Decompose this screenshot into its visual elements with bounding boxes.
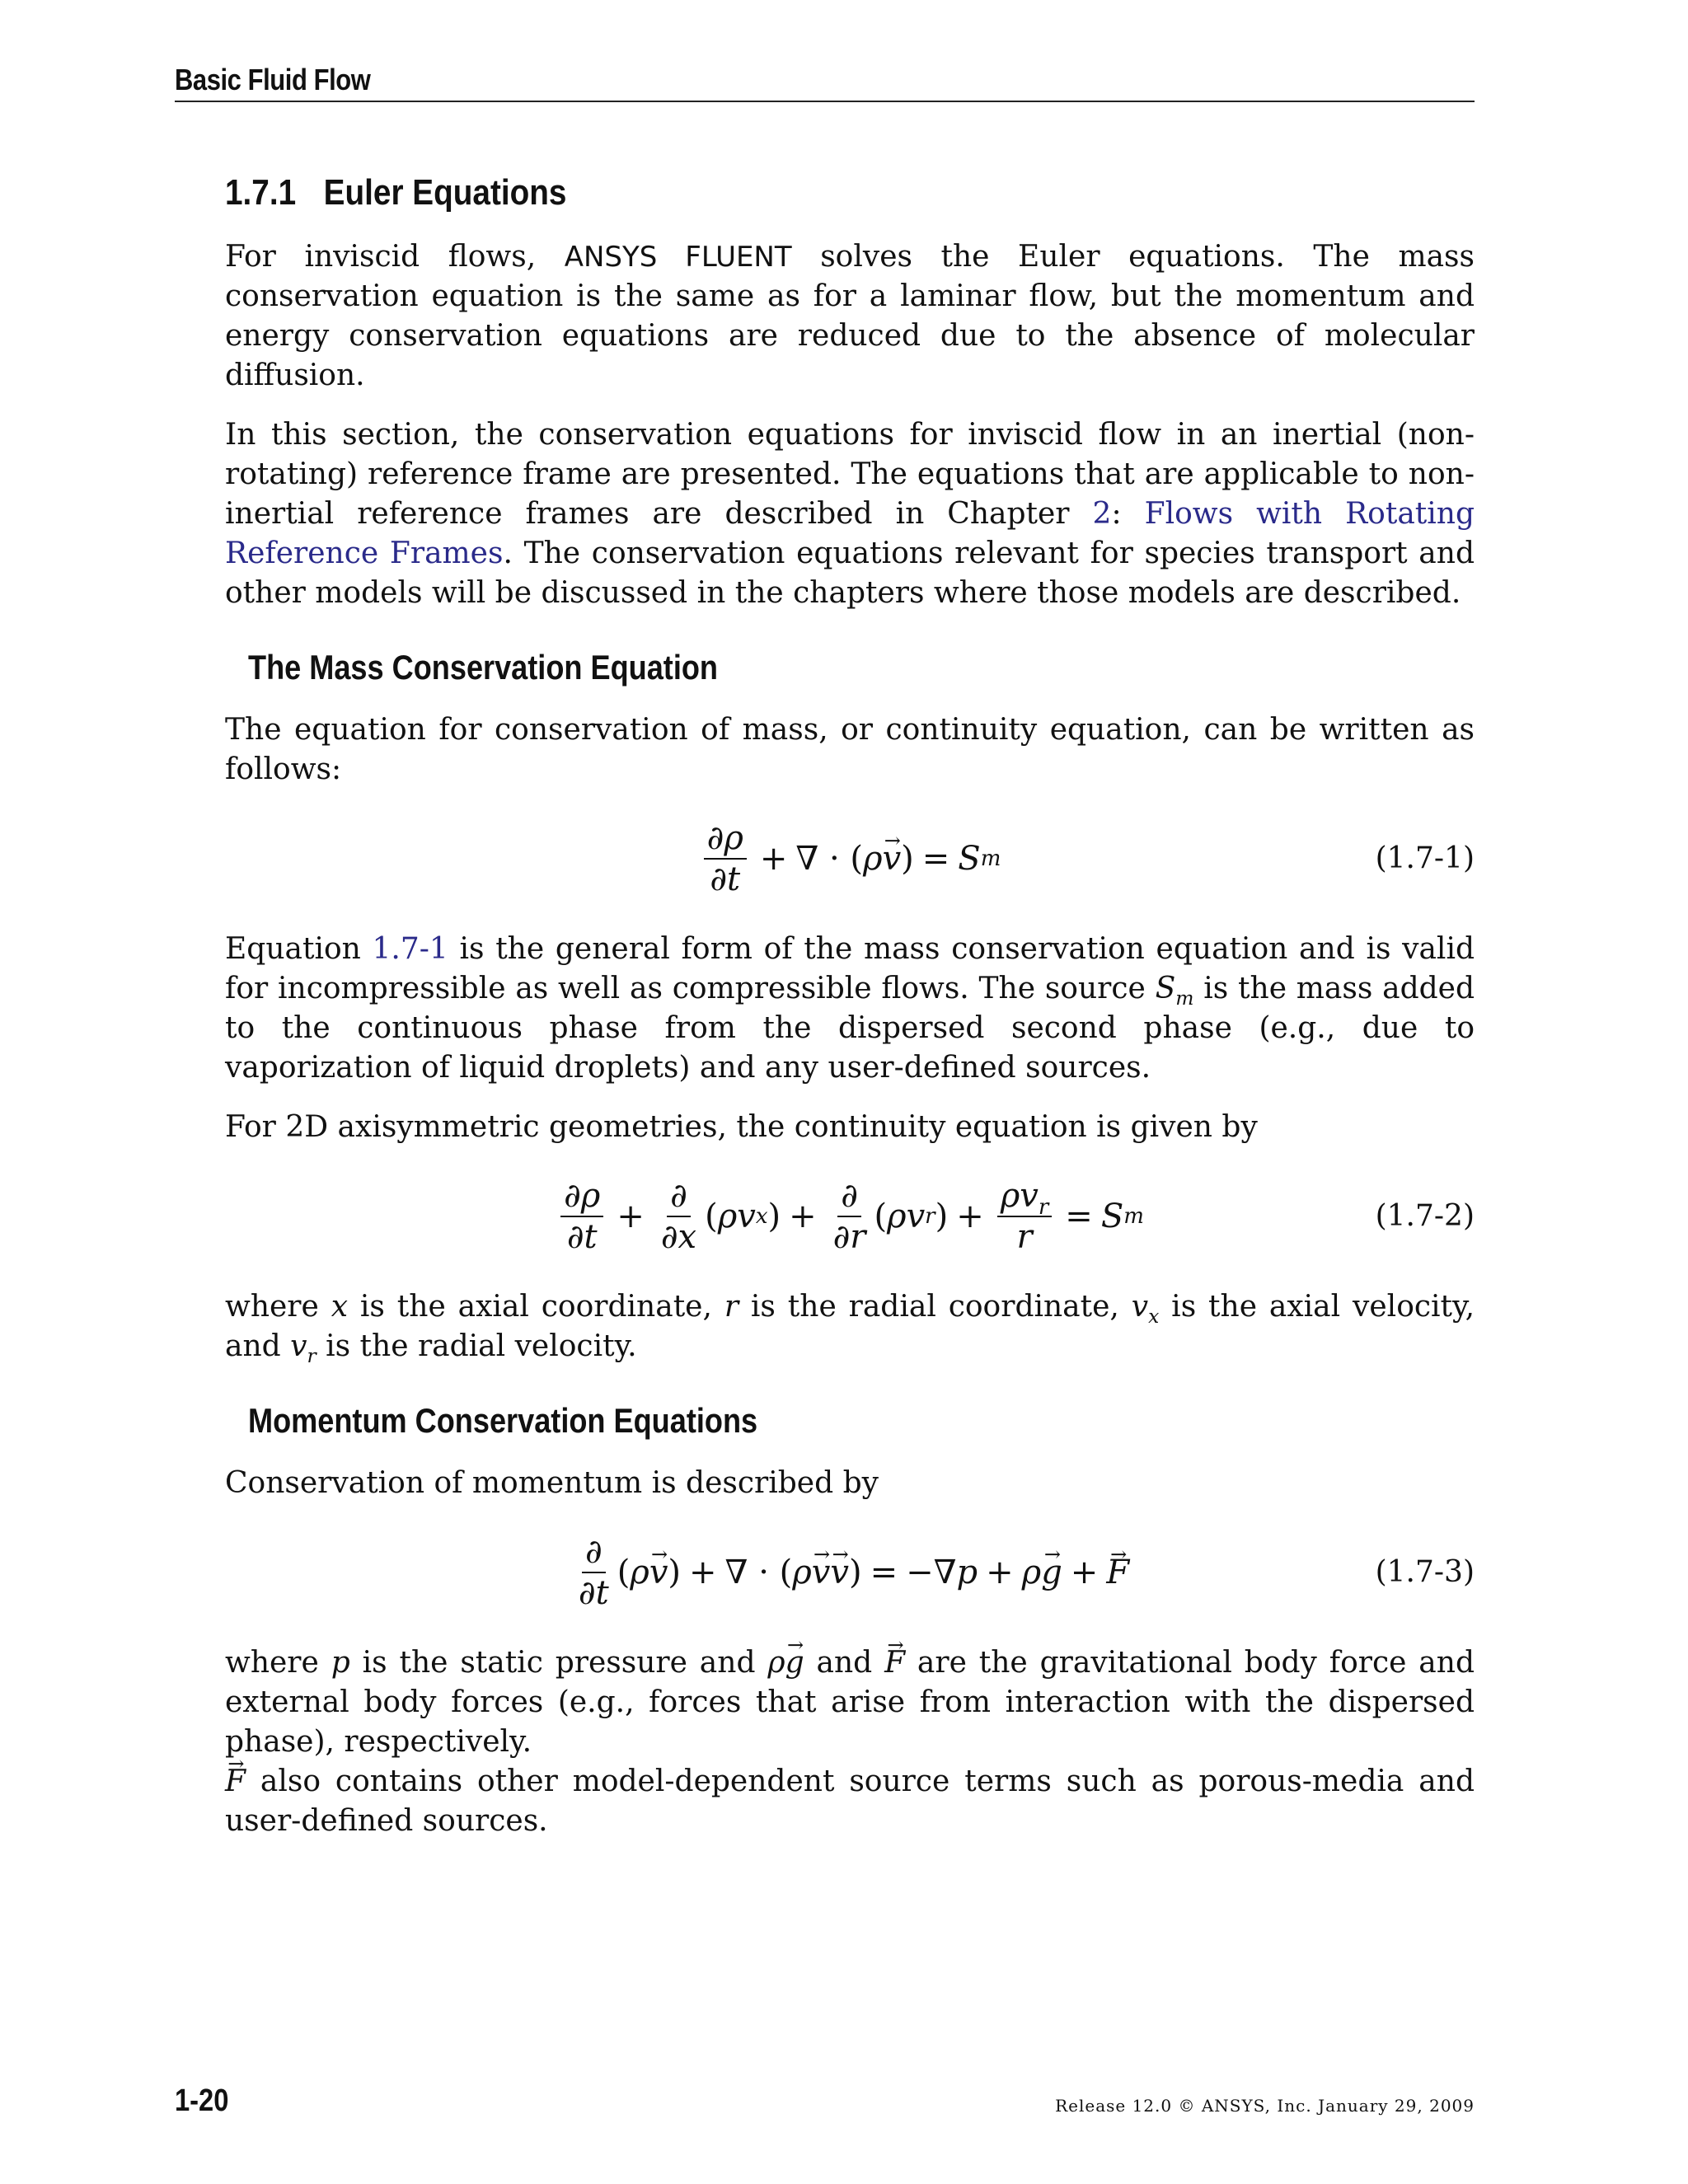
- equation-1-7-2: [225, 1167, 1475, 1266]
- equation-body: $\frac{\partial\rho}{\partial t}$ + ∇ · ( ρ → v ) = S m: [225, 809, 1475, 908]
- page-content: [225, 165, 1475, 1861]
- momentum-heading: Momentum Conservation Equations: [248, 1401, 758, 1440]
- mass-text: Equation: [225, 932, 373, 966]
- momentum-text: and: [804, 1646, 885, 1680]
- equation-number: (1.7-1): [1375, 841, 1475, 875]
- mass-text: is the mass added to the continuous phase from the dispersed second phase (e.g., due to vaporization of liquid droplets) and any user-defined sources.: [225, 972, 1475, 1085]
- release-info: Release 12.0 © ANSYS, Inc. January 29, 2009: [1055, 2096, 1475, 2116]
- fraction: $\frac{\partial\rho}{\partial t}$: [560, 1178, 603, 1255]
- momentum-paragraph-1: Conservation of momentum is described by: [225, 1466, 879, 1500]
- product-name: ANSYS FLUENT: [564, 241, 792, 274]
- fraction: $\frac{\partial}{\partial t}$: [578, 1533, 609, 1612]
- equation-1-7-3: [225, 1523, 1475, 1622]
- equation-body: $\frac{\partial}{\partial t}$ ( ρ → v ) + ∇ · ( ρ → v → v ) = −∇ p + ρ → g + → F: [225, 1523, 1475, 1622]
- intro-text: In this section, the conservation equations for inviscid flow in an inertial (non-rotating) reference frame are presented. The equations that are applicable to non-inertial reference frames are described in Chapter: [225, 418, 1475, 531]
- equation-reference-link[interactable]: 1.7-1: [372, 932, 448, 966]
- mass-paragraph-3: For 2D axisymmetric geometries, the continuity equation is given by: [225, 1110, 1258, 1144]
- intro-text: . The conservation equations relevant for species transport and other models will be discussed in the chapters where those models are described.: [225, 537, 1475, 610]
- intro-paragraph-1: [225, 237, 1475, 396]
- mass-text: is the radial coordinate,: [738, 1290, 1132, 1324]
- mass-text: is the axial coordinate,: [348, 1290, 724, 1324]
- chapter-number-link[interactable]: 2: [1092, 497, 1112, 531]
- mass-text: where: [225, 1290, 331, 1324]
- intro-text: solves the Euler equations. The mass conservation equation is the same as for a laminar flow, but the momentum and energy conservation equations are reduced due to the absence of molecular diffusion.: [225, 240, 1475, 392]
- momentum-paragraph-2: where p is the static pressure and ρ→ g and → F are the gravitational body force and external body forces (e.g., forces that arise from interaction with the dispersed phase), respectively. → F also contains other model-dependent source terms such as porous-media and user-defined sources.: [225, 1643, 1475, 1841]
- page-number: 1-20: [175, 2083, 229, 2118]
- mass-paragraph-4: where x is the axial coordinate, r is the radial coordinate, $v_x$ is the axial velocity, and $v_r$ is the radial velocity.: [225, 1290, 1475, 1368]
- equation-number: (1.7-3): [1375, 1555, 1475, 1589]
- section-title: Euler Equations: [323, 172, 567, 213]
- running-header: [175, 63, 1475, 102]
- section-number: 1.7.1: [225, 172, 297, 213]
- fraction: $\frac{\partial}{\partial x}$: [660, 1177, 697, 1256]
- fraction: $\frac{\rho v_r}{r}$: [997, 1178, 1053, 1255]
- momentum-text: are the gravitational body force and external body forces (e.g., forces that arise from interaction with the dispersed phase), respectively.: [225, 1646, 1475, 1759]
- section-heading: [225, 173, 1325, 213]
- fraction: $\frac{\partial}{\partial r}$: [832, 1177, 866, 1256]
- momentum-text: is the static pressure and: [349, 1646, 768, 1680]
- equation-1-7-1: [225, 809, 1475, 908]
- equation-number: (1.7-2): [1375, 1199, 1475, 1233]
- mass-text: is the axial velocity, and: [225, 1290, 1475, 1363]
- equation-body: $\frac{\partial\rho}{\partial t}$ + $\frac{\partial}{\partial x}$ ( ρv x ) + $\frac{\partial}{\partial r}$ ( ρv r ) + $\frac{\rho v_r}{r}$ = S m: [225, 1167, 1475, 1266]
- intro-paragraph-2: [225, 415, 1475, 613]
- mass-text: is the general form of the mass conservation equation and is valid for incompressible as well as compressible flows. The source: [225, 932, 1475, 1005]
- mass-heading: The Mass Conservation Equation: [248, 648, 718, 687]
- intro-text: :: [1111, 497, 1145, 531]
- mass-paragraph-1: The equation for conservation of mass, or continuity equation, can be written as follows:: [225, 713, 1475, 786]
- momentum-text: also contains other model-dependent source terms such as porous-media and user-defined sources.: [225, 1765, 1475, 1838]
- momentum-text: where: [225, 1646, 331, 1680]
- mass-paragraph-2: Equation 1.7-1 is the general form of the mass conservation equation and is valid for incompressible as well as compressible flows. The source $S_m$ is the mass added to the continuous phase from the dispersed second phase (e.g., due to vaporization of liquid droplets) and any user-defined sources.: [225, 932, 1475, 1085]
- intro-text: For inviscid flows,: [225, 240, 565, 274]
- header-title: Basic Fluid Flow: [175, 63, 371, 96]
- mass-text: is the radial velocity.: [316, 1329, 637, 1363]
- fraction: $\frac{\partial\rho}{\partial t}$: [704, 820, 747, 898]
- chapter-title-link[interactable]: Flows with Rotating Reference Frames: [225, 497, 1475, 570]
